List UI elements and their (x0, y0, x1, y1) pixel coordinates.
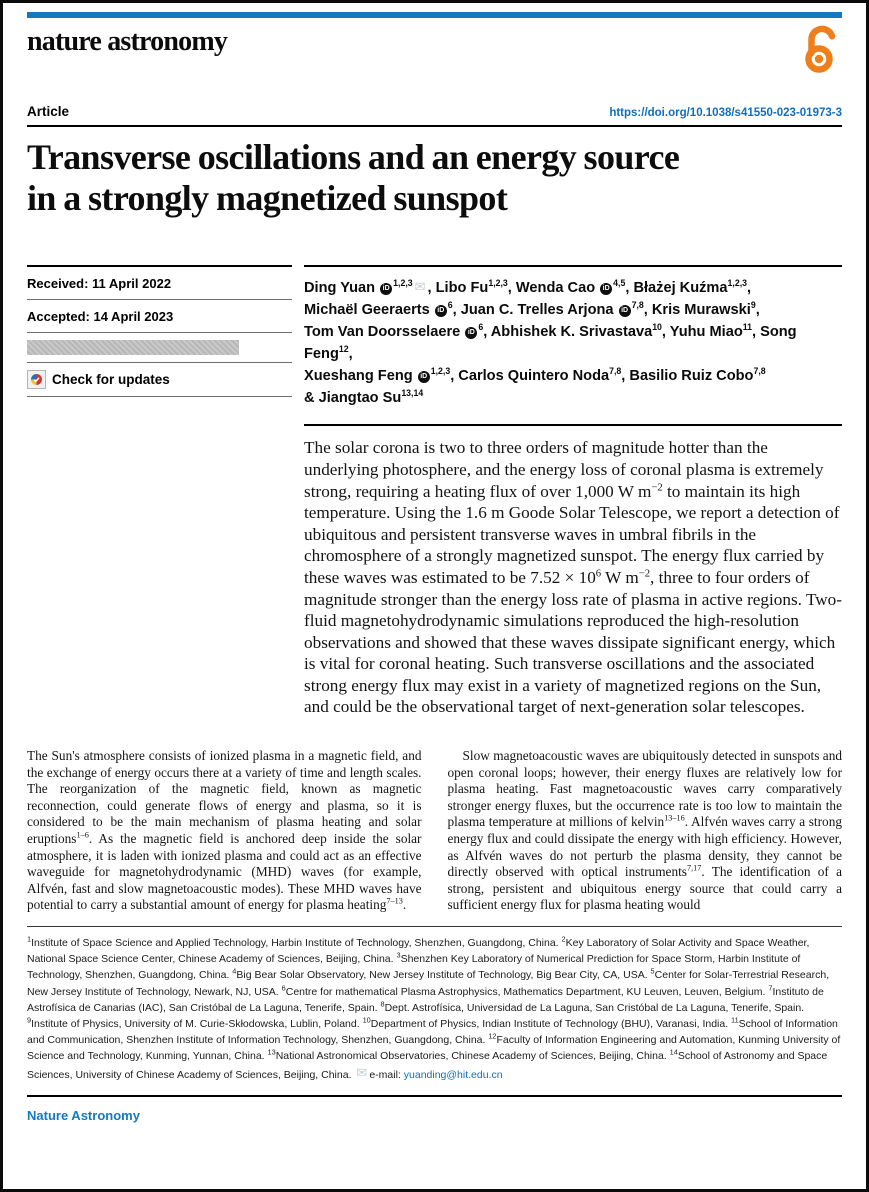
superscript-ref: 13–16 (664, 814, 685, 824)
authors-block (304, 265, 842, 409)
title-line-2: in a strongly magnetized sunspot (27, 177, 508, 218)
superscript-ref: 1 (27, 934, 32, 944)
header-divider (27, 125, 842, 127)
accepted-date: Accepted: 14 April 2023 (27, 300, 292, 333)
abstract-block (304, 424, 842, 718)
superscript-ref: 13 (267, 1047, 276, 1057)
superscript-ref: 4,5 (613, 278, 626, 289)
superscript-ref: 11 (731, 1015, 739, 1025)
email-icon: ✉ (356, 1064, 368, 1080)
email-link[interactable]: yuanding@hit.edu.cn (403, 1068, 503, 1081)
superscript-ref: 7,8 (609, 366, 622, 377)
superscript-ref: 1,2,3 (727, 278, 747, 289)
page-title (27, 137, 842, 218)
superscript-ref: 1,2,3 (430, 366, 451, 377)
superscript-ref: 6 (478, 322, 484, 333)
superscript-ref: 7 (768, 983, 773, 993)
superscript-ref: 1–6 (76, 830, 89, 840)
article-type-label: Article (27, 104, 70, 119)
doi-link[interactable]: https://doi.org/10.1038/s41550-023-01973-3 (609, 107, 842, 119)
superscript-ref: 7,17 (686, 863, 702, 873)
superscript-ref: 7,8 (753, 366, 766, 377)
orcid-icon[interactable]: iD (619, 305, 631, 317)
article-header-row (27, 104, 842, 125)
superscript-ref: 8 (380, 999, 385, 1009)
author-line: Tom Van Doorsselaere $iD^6$, Abhishek K. Srivastava$^{10}$, Yuhu Miao$^{11}$, Song Feng$^{12}$, (304, 322, 797, 363)
body-columns (27, 748, 842, 914)
body-column-left (27, 748, 422, 914)
superscript-ref: 10 (652, 322, 662, 333)
footer (27, 1097, 842, 1135)
superscript-ref: 1,2,3 (393, 278, 413, 289)
superscript-ref: 7,8 (631, 300, 644, 311)
superscript-ref: −2 (638, 568, 651, 580)
superscript-ref: 9 (27, 1015, 32, 1025)
author-line: Ding Yuan iD$^{1,2,3}$ ✉ , Libo Fu$^{1,2,3}$, Wenda Cao iD$^{4,5}$, Błażej Kuźma$^{1,2,3}$, (304, 278, 752, 297)
orcid-icon[interactable]: iD (418, 371, 430, 383)
superscript-ref: 12 (338, 344, 349, 355)
masthead (27, 18, 842, 90)
open-access-lock-icon[interactable] (798, 22, 840, 74)
superscript-ref: 6 (595, 568, 602, 580)
superscript-ref: 5 (650, 966, 655, 976)
title-line-1: Transverse oscillations and an energy source (27, 137, 680, 177)
orcid-icon[interactable]: iD (465, 327, 477, 339)
author-line: Xueshang Feng iD$^{1,2,3}$, Carlos Quintero Noda$^{7,8}$, Basilio Ruiz Cobo$^{7,8}$ (304, 366, 766, 385)
footnote-divider (27, 926, 842, 927)
superscript-ref: 10 (362, 1015, 371, 1025)
superscript-ref: 6 (281, 983, 286, 993)
body-paragraph: Slow magnetoacoustic waves are ubiquitously detected in sunspots and open coronal loops; however, their energy fluxes are relatively low for plasma heating. Fast magnetoacoustic waves carry comparatively stronger energy fluxes, but the occurrence rate is too low to maintain the plasma temperature at millions of kelvin$^{13-16}$. Alfvén waves carry a strong energy flux and could dissipate the energy with high efficiency. However, as Alfvén waves do not perturb the plasma density, they cannot be directly observed with optical instruments$^{7,17}$. The identification of a strong, persistent and ubiquitous energy source that could carry a sufficient energy flux for plasma heating would (447, 748, 842, 913)
orcid-icon[interactable]: iD (380, 283, 392, 295)
superscript-ref: 3 (396, 950, 401, 960)
meta-grid (27, 265, 842, 409)
superscript-ref: 12 (488, 1031, 497, 1041)
published-date-redacted (27, 333, 292, 363)
author-line: Michaël Geeraerts $iD^6$, Juan C. Trelles Arjona iD$^{7,8}$, Kris Murawski$^9$, (304, 300, 760, 319)
superscript-ref: 9 (750, 300, 756, 311)
crossmark-check-icon (27, 370, 46, 389)
affiliations-block: $^1$Institute of Space Science and Applied Technology, Harbin Institute of Technology, Shenzhen, Guangdong, China. $^2$Key Laboratory of Solar Activity and Space Weather, National Space Science Center, Chinese Academy of Sciences, Beijing, China. $^3$Shenzhen Key Laboratory of Numerical Prediction for Space Storm, Harbin Institute of Technology, Shenzhen, Guangdong, China. $^4$Big Bear Solar Observatory, New Jersey Institute of Technology, Big Bear City, CA, USA. $^5$Center for Solar-Terrestrial Research, New Jersey Institute of Technology, Newark, NJ, USA. $^6$Centre for mathematical Plasma Astrophysics, Mathematics Department, KU Leuven, Leuven, Belgium. $^7$Instituto de Astrofísica de Canarias (IAC), San Cristóbal de La Laguna, Tenerife, Spain. $^8$Dept. Astrofísica, Universidad de La Laguna, San Cristóbal de La Laguna, Tenerife, Spain. $^9$Institute of Physics, University of M. Curie-Skłodowska, Lublin, Poland. $^{10}$Department of Physics, Indian Institute of Technology (BHU), Varanasi, India. $^{11}$School of Information and Communication, Shenzhen Institute of Information Technology, Shenzhen, Guangdong, China. $^{12}$Faculty of Information Engineering and Automation, Kunming University of Science and Technology, Kunming, Yunnan, China. $^{13}$National Astronomical Observatories, Chinese Academy of Sciences, Beijing, China. $^{14}$School of Astronomy and Space Sciences, University of Chinese Academy of Sciences, Beijing, China. ✉ e-mail: yuanding@hit.edu.cn (27, 934, 841, 1081)
check-for-updates-label: Check for updates (52, 372, 170, 388)
orcid-icon[interactable]: iD (600, 283, 612, 295)
superscript-ref: 2 (561, 934, 566, 944)
body-column-right (448, 748, 843, 914)
journal-logo: nature astronomy (27, 26, 228, 57)
superscript-ref: 13,14 (401, 388, 424, 399)
abstract-text: The solar corona is two to three orders of magnitude hotter than the underlying photosphere, and the energy loss of coronal plasma is extremely strong, requiring a heating flux of over 1,000 W $m^{-2}$ to maintain its high temperature. Using the 1.6 m Goode Solar Telescope, we report a detection of ubiquitous and persistent transverse waves in umbral fibrils in the chromosphere of a strongly magnetized sunspot. The energy flux carried by these waves was estimated to be $7.52 \times 10^6$ W $m^{-2}$, three to four orders of magnitude stronger than the energy loss rate of plasma in active regions. Two-fluid magnetohydrodynamic simulations reproduced the high-resolution observations and showed that these waves dissipate significant energy, which is vital for coronal heating. Such transverse oscillations and the associated strong energy flux may exist in a variety of magnetized regions on the Sun, and could be the observational target of next-generation solar telescopes. (304, 438, 842, 717)
superscript-ref: 11 (742, 322, 752, 333)
superscript-ref: 1,2,3 (488, 278, 508, 289)
check-for-updates-button[interactable] (27, 363, 292, 397)
superscript-ref: 6 (447, 300, 453, 311)
superscript-ref: 14 (669, 1047, 678, 1057)
dates-column (27, 265, 292, 409)
body-paragraph: The Sun's atmosphere consists of ionized plasma in a magnetic field, and the exchange of energy occurs there at a variety of time and length scales. The reorganization of the magnetic field, known as magnetic reconnection, could generate flows of energy and plasma, so it is considered to be the main mechanism of plasma heating and solar eruptions$^{1-6}$. As the magnetic field is anchored deep inside the solar atmosphere, it is laden with ionized plasma and could act as an effective waveguide for magnetohydrodynamic (MHD) waves (for example, Alfvén, fast and slow magnetoacoustic modes). These MHD waves have potential to carry a substantial amount of energy for plasma heating$^{7-13}$. (27, 748, 422, 913)
email-icon: ✉ (414, 279, 426, 295)
orcid-icon[interactable]: iD (435, 305, 447, 317)
footer-journal-name[interactable]: Nature Astronomy (27, 1107, 140, 1123)
superscript-ref: 7–13 (386, 896, 403, 906)
superscript-ref: −2 (651, 481, 663, 493)
received-date: Received: 11 April 2022 (27, 267, 292, 300)
author-line: & Jiangtao Su$^{13,14}$ (304, 388, 424, 407)
redacted-bar (27, 340, 239, 355)
superscript-ref: 4 (232, 966, 237, 976)
